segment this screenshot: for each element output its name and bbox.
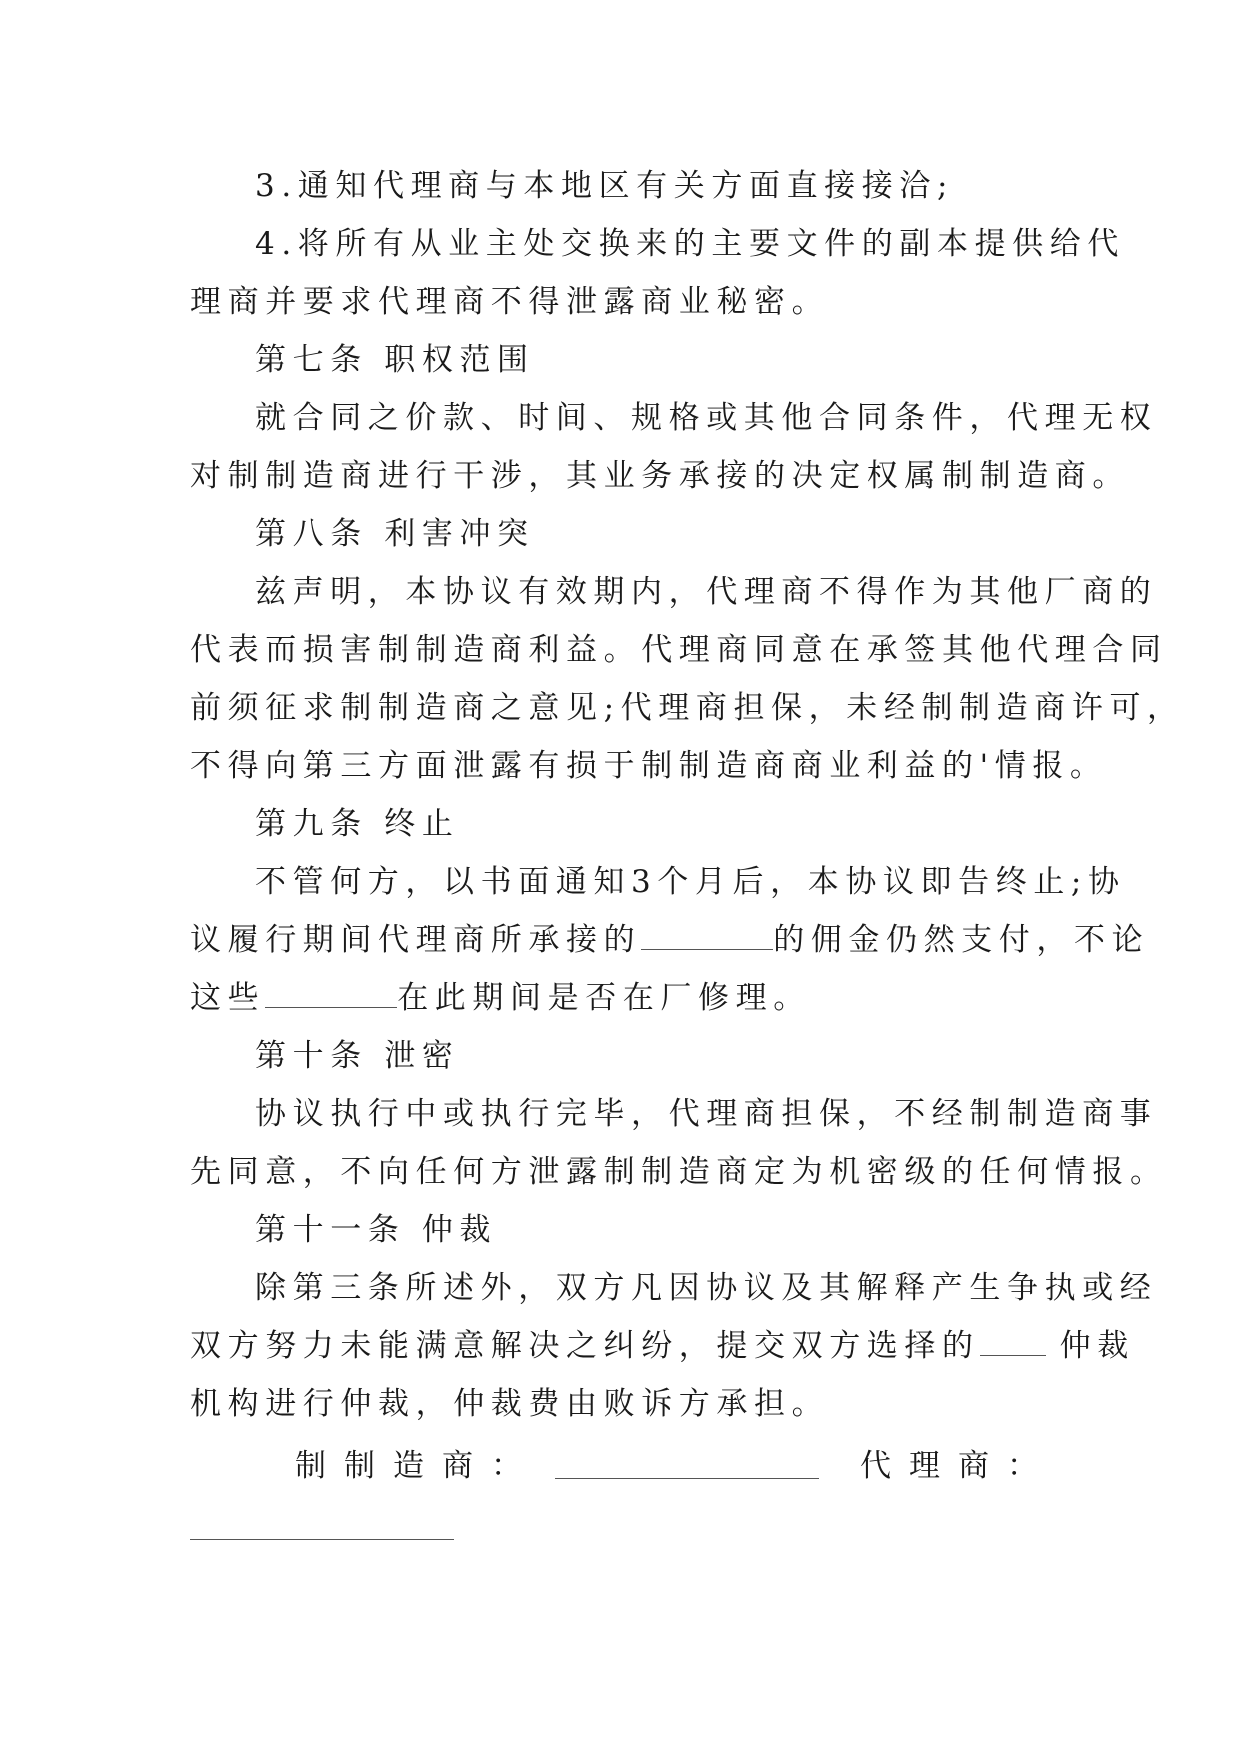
article-9-text-line3 — [190, 978, 1070, 1018]
article-9-text-segment: 的佣金仍然支付，不论 — [773, 922, 1150, 958]
agent-signature-label: 代理商： — [860, 1448, 1056, 1484]
article-7-text-line1: 就合同之价款、时间、规格或其他合同条件，代理无权 — [255, 400, 1158, 436]
article-10-heading: 第十条 泄密 — [255, 1038, 460, 1074]
fill-in-blank — [980, 1329, 1046, 1356]
article-10-text-line2: 先同意，不向任何方泄露制制造商定为机密级的任何情报。 — [190, 1154, 1168, 1190]
manufacturer-signature-label: 制制造商： — [295, 1448, 540, 1484]
agent-signature-line — [190, 1539, 454, 1540]
article-9-text-line2 — [190, 920, 1150, 960]
article-9-text-segment: 在此期间是否在厂修理。 — [397, 980, 811, 1016]
clause-item-3: 3.通知代理商与本地区有关方面直接接洽; — [255, 168, 955, 204]
article-9-text-segment: 议履行期间代理商所承接的 — [190, 922, 642, 958]
article-8-text-line4: 不得向第三方面泄露有损于制制造商商业利益的'情报。 — [190, 748, 1108, 784]
article-8-text-line3: 前须征求制制造商之意见;代理商担保，未经制制造商许可， — [190, 690, 1185, 726]
article-11-text-line2 — [190, 1326, 1135, 1366]
manufacturer-signature-line — [555, 1478, 819, 1479]
article-8-text-line1: 兹声明，本协议有效期内，代理商不得作为其他厂商的 — [255, 574, 1158, 610]
article-11-text-line3: 机构进行仲裁，仲裁费由败诉方承担。 — [190, 1386, 830, 1422]
fill-in-blank — [641, 923, 773, 950]
article-8-text-line2: 代表而损害制制造商利益。代理商同意在承签其他代理合同 — [190, 632, 1168, 668]
article-11-text-segment: 仲裁 — [1059, 1328, 1135, 1364]
article-9-heading: 第九条 终止 — [255, 806, 460, 842]
article-10-text-line1: 协议执行中或执行完毕，代理商担保，不经制制造商事 — [255, 1096, 1158, 1132]
clause-item-4-line2: 理商并要求代理商不得泄露商业秘密。 — [190, 284, 830, 320]
clause-item-4-line1: 4.将所有从业主处交换来的主要文件的副本提供给代 — [255, 226, 1125, 262]
article-11-text-segment: 双方努力未能满意解决之纠纷，提交双方选择的 — [190, 1328, 980, 1364]
article-8-heading: 第八条 利害冲突 — [255, 516, 535, 552]
article-7-text-line2: 对制制造商进行干涉，其业务承接的决定权属制制造商。 — [190, 458, 1130, 494]
article-11-text-line1: 除第三条所述外，双方凡因协议及其解释产生争执或经 — [255, 1270, 1158, 1306]
article-9-text-segment: 这些 — [190, 980, 266, 1016]
fill-in-blank — [265, 981, 397, 1008]
article-7-heading: 第七条 职权范围 — [255, 342, 535, 378]
article-11-heading: 第十一条 仲裁 — [255, 1212, 498, 1248]
article-9-text-line1: 不管何方，以书面通知3个月后，本协议即告终止;协 — [255, 864, 1126, 900]
